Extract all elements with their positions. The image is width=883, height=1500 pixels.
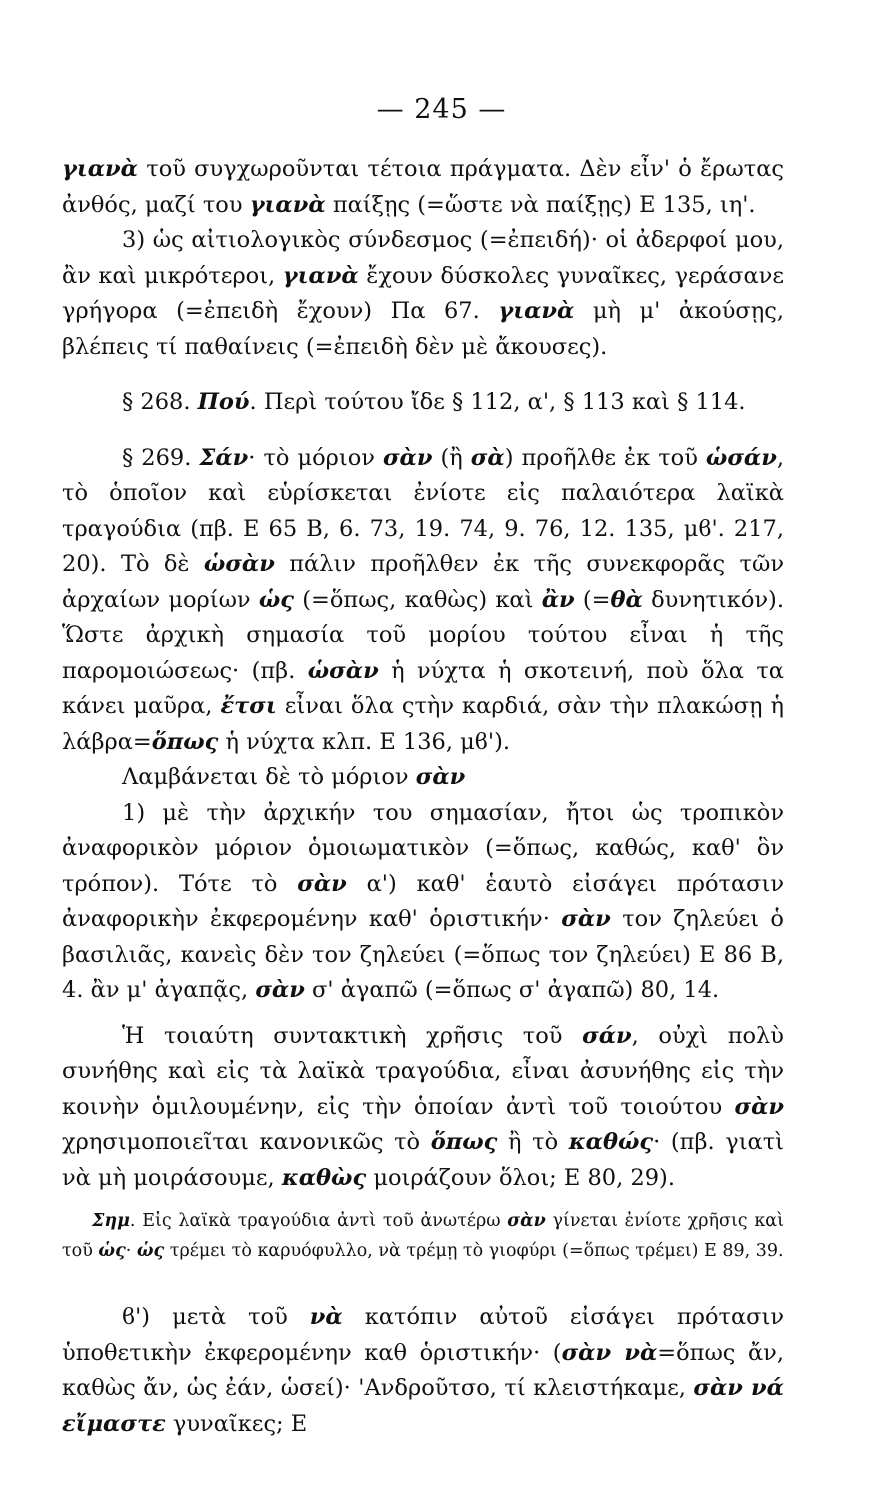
- text-run: 3) ὡς αἰτιολογικὸς σύνδεσμος (=ἐπειδή)· οἱ ἀδερφοί μου, ἂν καὶ μικρότεροι,: [62, 227, 784, 289]
- text-run: (=: [574, 586, 611, 613]
- text-run: Ἡ τοιαύτη συντακτικὴ χρῆσις τοῦ: [122, 1022, 583, 1049]
- text-run: · τὸ μόριον: [248, 444, 383, 471]
- text-run: τοῦ συγχωροῦνται τέτοια πράγματα. Δὲν εἶν' ὁ ἔρωτας ἀνθός, μαζί του: [62, 156, 784, 218]
- paragraph-causal-conjunction: [62, 223, 784, 365]
- emphasized-term: Σημ: [92, 1211, 130, 1231]
- emphasized-term: ὡσάν: [705, 444, 777, 471]
- emphasized-term: σὰν: [382, 444, 433, 471]
- text-run: γίνεται ἐνίοτε χρῆσις καὶ τοῦ: [62, 1211, 784, 1261]
- text-run: χρησιμοποιεῖται κανονικῶς τὸ: [62, 1129, 431, 1155]
- text-run: ·: [125, 1241, 137, 1261]
- text-run: πάλιν προῆλθεν ἐκ τῆς συνεκφορᾶς τῶν ἀρχαίων μορίων: [62, 551, 784, 613]
- paragraph-usage-1: [62, 796, 784, 1009]
- paragraph-usage-remark: [62, 1019, 784, 1197]
- emphasized-term: ἂν: [541, 586, 575, 613]
- emphasized-term: σὰν: [561, 906, 611, 932]
- emphasized-term: θὰ: [610, 586, 643, 613]
- emphasized-term: σὰν νά εἴμαστε: [62, 1375, 784, 1437]
- text-run: μὴ μ' ἀκούσῃς, βλέπεις τί παθαίνεις (=ἐπειδὴ δὲν μὲ ἄκουσες).: [62, 298, 784, 360]
- emphasized-term: σὰν: [415, 764, 466, 790]
- text-run: , οὐχὶ πολὺ συνήθης καὶ εἰς τὰ λαϊκὰ τραγούδια, εἶναι ἀσυνήθης εἰς τὴν κοινὴν ὁμιλουμένην, εἰς τὴν ὁποίαν ἀντὶ τοῦ τοιούτου: [62, 1022, 784, 1120]
- emphasized-term: Σάν: [199, 444, 249, 471]
- text-run: 1) μὲ τὴν ἀρχικήν του σημασίαν, ἤτοι ὡς τροπικὸν ἀναφορικὸν μόριον ὁμοιωματικὸν (=ὅπως, καθώς, καθ' ὃν τρόπον). Τότε τὸ: [62, 799, 784, 897]
- emphasized-term: νὰ: [309, 1304, 343, 1330]
- text-run: ἔχουν δύσκολες γυναῖκες, γεράσανε γρήγορα (=ἐπειδὴ ἔχουν) Πα 67.: [62, 262, 784, 324]
- emphasized-term: ὅπως: [151, 728, 219, 755]
- text-run: =ὅπως ἄν, καθὼς ἄν, ὡς ἐάν, ὡσεί)· 'Ανδροῦτσο, τί κλειστήκαμε,: [62, 1339, 784, 1401]
- emphasized-term: ὡς: [136, 1241, 165, 1261]
- emphasized-term: σάν: [582, 1022, 632, 1049]
- emphasized-term: ὡς: [258, 586, 294, 613]
- section-268: [62, 385, 784, 421]
- emphasized-term: καθὼς: [281, 1164, 367, 1191]
- text-run: τρέμει τὸ καρυόφυλλο, νὰ τρέμῃ τὸ γιοφύρι (=ὅπως τρέμει) Ε 89, 39.: [164, 1241, 784, 1261]
- text-run: § 269.: [122, 444, 200, 471]
- text-run: τον ζηλεύει ὁ βασιλιᾶς, κανεὶς δὲν τον ζηλεύει (=ὅπως τον ζηλεύει) Ε 86 Β, 4. ἂν μ' ἀγαπᾷς,: [62, 906, 784, 1003]
- text-run: κατόπιν αὐτοῦ εἰσάγει πρότασιν ὑποθετικὴν ἐκφερομένην καθ ὁριστικήν· (: [62, 1304, 784, 1366]
- emphasized-term: ἔτσι: [220, 693, 277, 719]
- text-run: παίξῃς (=ὥστε νὰ παίξῃς) Ε 135, ιη'.: [325, 191, 756, 218]
- text-run: ἡ νύχτα κλπ. Ε 136, μϐ').: [218, 728, 511, 755]
- paragraph-continued: [62, 152, 784, 223]
- page-body: [62, 152, 784, 1442]
- text-run: σ' ἀγαπῶ (=ὅπως σ' ἀγαπῶ) 80, 14.: [304, 977, 720, 1003]
- text-run: § 268.: [122, 389, 198, 415]
- text-run: εἶναι ὅλα ςτὴν καρδιά, σὰν τὴν πλακώσῃ ἡ λάβρα=: [62, 693, 784, 755]
- emphasized-term: καθώς: [568, 1129, 654, 1155]
- text-run: ἢ τὸ: [497, 1129, 569, 1155]
- emphasized-term: ὅπως: [430, 1129, 498, 1155]
- emphasized-term: Πού: [197, 389, 250, 415]
- text-run: α') καθ' ἑαυτὸ εἰσάγει πρότασιν ἀναφορικὴν ἐκφερομένην καθ' ὁριστικήν·: [62, 870, 784, 932]
- text-run: Λαμβάνεται δὲ τὸ μόριον: [122, 764, 416, 790]
- footnote-remark: [62, 1206, 784, 1266]
- emphasized-term: ὡς: [98, 1241, 126, 1261]
- emphasized-term: γιανὰ: [62, 156, 138, 182]
- text-run: ) προῆλθε ἐκ τοῦ: [504, 444, 706, 471]
- emphasized-term: ὡσὰν: [203, 551, 275, 577]
- text-run: γυναῖκες; Ε: [165, 1410, 308, 1437]
- text-run: (ἢ: [432, 444, 471, 471]
- text-run: . Εἰς λαϊκὰ τραγούδια ἀντὶ τοῦ ἀνωτέρω: [129, 1211, 508, 1231]
- text-run: μοιράζουν ὅλοι; Ε 80, 29).: [366, 1164, 675, 1191]
- emphasized-term: σὰν νὰ: [561, 1339, 658, 1366]
- emphasized-term: γιανὰ: [249, 191, 326, 218]
- text-run: ἡ νύχτα ἡ σκοτεινή, ποὺ ὅλα τα κάνει μαῦρα,: [62, 657, 784, 719]
- emphasized-term: γιανὰ: [498, 298, 575, 324]
- emphasized-term: ὡσὰν: [307, 657, 379, 684]
- text-run: ϐ') μετὰ τοῦ: [122, 1304, 310, 1330]
- emphasized-term: σὰ: [470, 444, 505, 471]
- emphasized-term: σὰν: [507, 1211, 546, 1231]
- text-run: , τὸ ὁποῖον καὶ εὑρίσκεται ἐνίοτε εἰς παλαιότερα λαϊκὰ τραγούδια (πβ. Ε 65 Β, 6. 73, 19. 74, 9. 76, 12. 135, μϐ'. 217, 20). Τὸ δὲ: [62, 444, 785, 577]
- emphasized-term: σὰν: [734, 1093, 784, 1120]
- text-run: · (πβ. γιατὶ νὰ μὴ μοιράσουμε,: [62, 1129, 785, 1191]
- emphasized-term: σὰν: [297, 870, 347, 897]
- section-269: [62, 441, 784, 761]
- text-run: . Περὶ τούτου ἴδε § 112, α', § 113 καὶ § 114.: [249, 389, 746, 415]
- text-run: (=ὅπως, καθὼς) καὶ: [293, 586, 542, 613]
- emphasized-term: γιανὰ: [282, 262, 359, 289]
- page-number: — 245 —: [376, 94, 507, 125]
- paragraph-usage-intro: [62, 760, 784, 796]
- emphasized-term: σὰν: [255, 977, 305, 1003]
- text-run: δυνητικόν). Ὥστε ἀρχικὴ σημασία τοῦ μορίου τούτου εἶναι ἡ τῆς παρομοιώσεως· (πβ.: [62, 586, 784, 684]
- paragraph-usage-b: [62, 1300, 784, 1442]
